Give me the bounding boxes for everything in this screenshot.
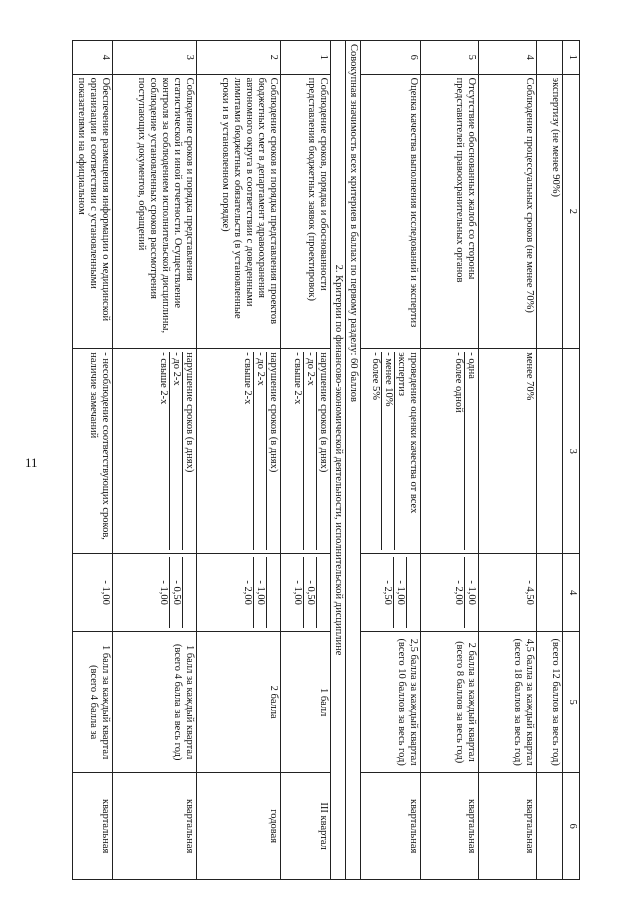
criterion-points <box>537 554 563 632</box>
points-line: - 1,00 <box>394 557 407 628</box>
table-row <box>361 41 421 880</box>
criterion-max: 1 балл за каждый квартал (всего 4 балла за <box>73 631 113 772</box>
criterion-max: 2,5 балла за каждый квартал (всего 10 баллов за весь год) <box>361 631 421 772</box>
header-cell: 6 <box>563 773 580 880</box>
criterion-period: квартальная <box>361 773 421 880</box>
criterion-points <box>421 554 479 632</box>
criterion-period: квартальная <box>421 773 479 880</box>
row-number: 1 <box>281 41 331 75</box>
condition-line: - более одной <box>452 352 465 550</box>
criterion-max: 1 балл <box>281 631 331 772</box>
criteria-table <box>72 40 580 880</box>
row-number: 6 <box>361 41 421 75</box>
criterion-period <box>537 773 563 880</box>
condition-line: - свыше 2-х <box>241 352 254 550</box>
points-line: - 2,00 <box>452 557 465 628</box>
criterion-points: - 4,50 <box>479 554 537 632</box>
criterion-name: Оценка качества выполнения исследований и экспертиз <box>361 74 421 349</box>
points-line: - 1,00 <box>157 557 170 628</box>
points-line: - 0,50 <box>170 557 183 628</box>
points-line: - 1,00 <box>291 557 304 628</box>
criterion-max: 4,5 балла за каждый квартал (всего 18 баллов за весь год) <box>479 631 537 772</box>
condition-line: - до 2-х <box>304 352 317 550</box>
condition-line: - до 2-х <box>170 352 183 550</box>
row-number <box>537 41 563 75</box>
criterion-max: 1 балл за каждый квартал (всего 4 балла за весь год) <box>113 631 197 772</box>
section-heading: 2. Критерии по финансово-экономической деятельности, исполнительской дисциплине <box>331 41 346 880</box>
criterion-period: годовая <box>197 773 281 880</box>
criterion-points <box>197 554 281 632</box>
criterion-max: 2 балла за каждый квартал (всего 8 баллов за весь год) <box>421 631 479 772</box>
header-row <box>563 41 580 880</box>
criterion-name: экспертизу (не менее 90%) <box>537 74 563 349</box>
points-line <box>317 557 329 628</box>
condition-line: нарушение сроков (в днях) <box>318 352 329 473</box>
condition-line: - свыше 2-х <box>291 352 304 550</box>
points-line <box>183 557 195 628</box>
header-cell: 4 <box>563 554 580 632</box>
criterion-name: Соблюдение сроков, порядка и обоснованности представления бюджетных заявок (проектировок) <box>281 74 331 349</box>
criterion-max: 2 балла <box>197 631 281 772</box>
criterion-condition: - несоблюдение соответствующих сроков, наличие замечаний <box>73 349 113 554</box>
criterion-period: квартальная <box>73 773 113 880</box>
criterion-condition <box>281 349 331 554</box>
criterion-period: III квартал <box>281 773 331 880</box>
section-heading-row <box>331 41 346 880</box>
criterion-condition: менее 70% <box>479 349 537 554</box>
criterion-name: Отсутствие обоснованных жалоб со стороны представителей правоохранительных органов <box>421 74 479 349</box>
condition-line: - более 5% <box>369 352 382 550</box>
header-cell: 5 <box>563 631 580 772</box>
points-line: - 1,00 <box>254 557 267 628</box>
row-number: 2 <box>197 41 281 75</box>
points-line: - 0,50 <box>304 557 317 628</box>
criterion-name: Обеспечение размещения информации о медицинской организации в соответствии с установленными показателями на официальном <box>73 74 113 349</box>
criterion-condition <box>537 349 563 554</box>
criterion-max: (всего 12 баллов за весь год) <box>537 631 563 772</box>
criterion-name: Соблюдение сроков и порядка представления проектов бюджетных смет в департамент здравоохранения автономного округа в соответствии с доведенными лимитами бюджетных обязательств (в установленные сроки и в установленном порядке) <box>197 74 281 349</box>
criterion-period: квартальная <box>479 773 537 880</box>
condition-line: - одна <box>466 352 477 379</box>
table-row <box>479 41 537 880</box>
criterion-condition <box>361 349 421 554</box>
points-line: - 2,00 <box>241 557 254 628</box>
points-line <box>407 557 419 628</box>
row-number: 3 <box>113 41 197 75</box>
criterion-name: Соблюдение сроков и порядка представления статистической и иной отчетности. Осуществление контроля за соблюдением исполнительской дисциплины, соблюдение установленных сроков рассмотрения поступающих документов, обращений <box>113 74 197 349</box>
condition-line: - до 2-х <box>254 352 267 550</box>
page-number: 11 <box>25 455 38 470</box>
table-row <box>537 41 563 880</box>
criterion-name: Соблюдение процессуальных сроков (не менее 70%) <box>479 74 537 349</box>
condition-line: - менее 10% <box>382 352 395 550</box>
header-cell: 1 <box>563 41 580 75</box>
criterion-points <box>281 554 331 632</box>
criterion-points: - 1,00 <box>73 554 113 632</box>
header-cell: 2 <box>563 74 580 349</box>
criterion-points <box>113 554 197 632</box>
condition-line: нарушение сроков (в днях) <box>184 352 195 473</box>
table-row <box>113 41 197 880</box>
criterion-condition <box>421 349 479 554</box>
table-row <box>73 41 113 880</box>
points-line <box>267 557 279 628</box>
table-row <box>281 41 331 880</box>
header-cell: 3 <box>563 349 580 554</box>
points-line: - 2,50 <box>381 557 394 628</box>
row-number: 4 <box>479 41 537 75</box>
criterion-period: квартальная <box>113 773 197 880</box>
section-total-row <box>346 41 361 880</box>
row-number: 4 <box>73 41 113 75</box>
condition-line: - свыше 2-х <box>157 352 170 550</box>
condition-line: нарушение сроков (в днях) <box>268 352 279 473</box>
points-line: - 1,00 <box>466 580 477 605</box>
criteria-table-rotated <box>50 40 580 880</box>
table-row <box>197 41 281 880</box>
section-total: Совокупная значимость всех критериев в баллах по первому разделу: 60 баллов <box>346 41 361 880</box>
row-number: 5 <box>421 41 479 75</box>
criterion-condition <box>113 349 197 554</box>
table-row <box>421 41 479 880</box>
criterion-points <box>361 554 421 632</box>
criterion-condition <box>197 349 281 554</box>
condition-line: проведение оценки качества от всех экспертиз <box>396 352 419 514</box>
